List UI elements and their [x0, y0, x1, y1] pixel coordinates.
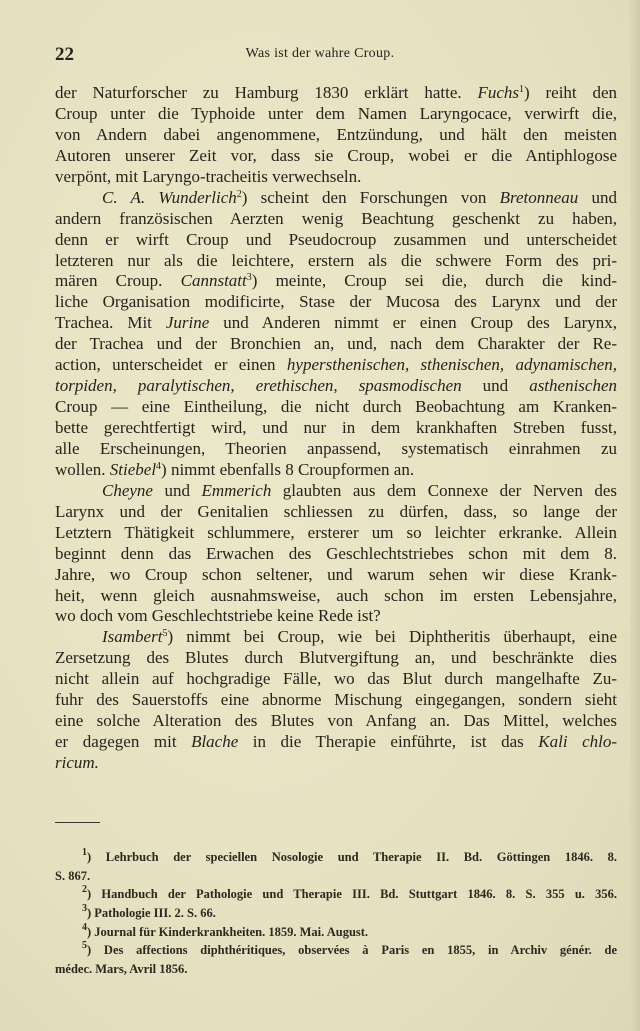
- footnote-marker: 2: [82, 884, 87, 896]
- footnote-marker: 3: [246, 272, 252, 284]
- text-line: [55, 481, 617, 502]
- footnote-line: [55, 867, 617, 886]
- text-run: médec. Mars, Avril 1856.: [55, 962, 188, 977]
- text-line: [55, 606, 617, 627]
- text-run: nicht allein auf hochgradige Fälle, wo das Blut durch mangelhafte Zu-: [55, 669, 617, 689]
- footnote-line: [55, 848, 617, 867]
- italic-text: Cannstatt: [180, 271, 247, 291]
- text-run: Zersetzung des Blutes durch Blutvergiftung an, und beschränkte dies: [55, 648, 617, 668]
- footnote-line: [55, 885, 617, 904]
- text-run: Larynx und der Genitalien schliessen zu dürfen, dass, so lange der: [55, 501, 617, 521]
- text-line: [55, 586, 617, 607]
- italic-text: ricum.: [55, 753, 99, 772]
- text-run: ) Des affections diphthéritiques, observées à Paris en 1855, in Archiv génér. de: [87, 943, 617, 958]
- footnote-line: [55, 904, 617, 923]
- page-number: 22: [55, 44, 74, 65]
- text-run: ) nimmt ebenfalls 8 Croupformen an.: [161, 459, 415, 479]
- text-line: [55, 544, 617, 565]
- text-run: der Trachea und der Bronchien an, und, nach dem Charakter der Re-: [55, 334, 617, 354]
- text-run: liche Organisation modificirte, Stase der Mucosa des Larynx und der: [55, 292, 617, 312]
- text-line: [55, 104, 617, 125]
- text-line: [55, 502, 617, 523]
- text-line: [55, 523, 617, 544]
- text-line: [55, 167, 617, 188]
- text-line: [55, 334, 617, 355]
- text-run: heit, wenn gleich ausnahmsweise, auch schon im ersten Lebensjahre,: [55, 585, 617, 605]
- text-run: mären Croup.: [55, 271, 181, 291]
- italic-text: Fuchs: [477, 83, 519, 102]
- text-line: [55, 251, 617, 272]
- italic-text: Blache: [191, 732, 239, 752]
- text-run: andern französischen Aerzten wenig Beachtung geschenkt zu haben,: [55, 208, 617, 228]
- text-line: [55, 376, 617, 397]
- text-run: eine solche Alteration des Blutes von Anfang an. Das Mittel, welches: [55, 711, 617, 731]
- footnote-marker: 2: [236, 188, 242, 200]
- italic-text: Jurine: [165, 313, 210, 333]
- text-run: und: [578, 187, 617, 207]
- text-line: [55, 271, 617, 292]
- footnote-line: [55, 960, 617, 979]
- text-run: ) reiht den: [524, 83, 618, 102]
- text-line: [55, 397, 617, 418]
- text-run: und: [461, 376, 530, 396]
- italic-text: Bretonneau: [499, 187, 579, 207]
- italic-text: Stiebel: [109, 459, 157, 479]
- text-run: der Naturforscher zu Hamburg 1830 erklärt hatte.: [55, 83, 478, 102]
- running-title: Was ist der wahre Croup.: [245, 46, 395, 61]
- italic-text: hypersthenischen, sthenischen, adynamischen,: [286, 355, 617, 375]
- text-run: Jahre, wo Croup schon seltener, und warum sehen wir diese Krank-: [55, 564, 617, 584]
- text-run: ) Journal für Kinderkrankheiten. 1859. Mai. August.: [87, 924, 369, 939]
- text-run: alle Erscheinungen, Theorien anpassend, systematisch einrahmen zu: [55, 438, 617, 458]
- text-line: [55, 83, 617, 104]
- text-run: bette gerechtfertigt wird, und nur in dem krankhaften Streben fusst,: [55, 418, 617, 437]
- footnote-marker: 1: [519, 84, 524, 95]
- text-line: [55, 627, 617, 648]
- italic-text: Emmerich: [201, 480, 272, 500]
- text-line: [55, 209, 617, 230]
- text-run: Letztern Thätigkeit schlummere, ersterer um so leichter erkranke. Allein: [55, 522, 617, 542]
- text-run: denn er wirft Croup und Pseudocroup zusammen und unterscheidet: [55, 229, 617, 249]
- text-run: wollen.: [55, 459, 110, 479]
- text-line: [55, 753, 617, 774]
- footnotes: [55, 848, 617, 979]
- italic-text: torpiden, paralytischen, erethischen, spasmodischen: [55, 376, 462, 396]
- text-run: Croup unter die Typhoide unter dem Namen Laryngocace, verwirft die,: [55, 103, 617, 123]
- text-run: und: [152, 480, 202, 500]
- text-line: [55, 648, 617, 669]
- text-line: [55, 355, 617, 376]
- text-line: [55, 292, 617, 313]
- text-line: [55, 711, 617, 732]
- footnote-line: [55, 923, 617, 942]
- footnote-marker: 4: [156, 460, 162, 472]
- text-run: action, unterscheidet er einen: [55, 355, 287, 375]
- footnote-line: [55, 941, 617, 960]
- italic-text: Cheyne: [102, 480, 153, 500]
- text-run: S. 867.: [55, 868, 91, 883]
- text-run: von Andern dabei angenommene, Entzündung, und hält den meisten: [55, 124, 617, 144]
- text-run: in die Therapie einführte, ist das: [238, 732, 539, 752]
- text-run: und Anderen nimmt er einen Croup des Larynx,: [209, 313, 617, 333]
- italic-text: Isambert: [102, 627, 163, 647]
- text-line: [55, 188, 617, 209]
- text-run: ) Handbuch der Pathologie und Therapie III. Bd. Stuttgart 1846. 8. S. 355 u. 356.: [87, 887, 617, 902]
- text-run: verpönt, mit Laryngo-tracheitis verwechseln.: [55, 166, 362, 186]
- text-line: [55, 146, 617, 167]
- footnote-marker: 5: [162, 628, 168, 640]
- text-line: [55, 690, 617, 711]
- footnote-marker: 3: [82, 903, 87, 915]
- text-run: ) meinte, Croup sei die, durch die kind-: [251, 271, 617, 291]
- body-text: [55, 83, 617, 774]
- text-line: [55, 418, 617, 439]
- italic-text: C. A. Wunderlich: [102, 187, 237, 207]
- text-line: [55, 669, 617, 690]
- footnote-divider: [55, 822, 100, 823]
- text-run: Trachea. Mit: [55, 313, 166, 333]
- text-line: [55, 565, 617, 586]
- footnote-marker: 4: [82, 921, 87, 933]
- text-run: ) nimmt bei Croup, wie bei Diphtheritis überhaupt, eine: [167, 627, 617, 647]
- text-run: ) scheint den Forschungen von: [241, 187, 500, 207]
- italic-text: Kali chlo-: [538, 732, 618, 752]
- footnote-marker: 5: [82, 940, 87, 952]
- text-line: [55, 460, 617, 481]
- text-run: glaubten aus dem Connexe der Nerven des: [271, 480, 617, 500]
- text-line: [55, 313, 617, 334]
- text-run: ) Pathologie III. 2. S. 66.: [87, 906, 216, 921]
- page-edge: [630, 0, 640, 1031]
- footnote-marker: 1: [82, 847, 87, 858]
- text-run: Autoren unserer Zeit vor, dass sie Croup, wobei er die Antiphlogose: [55, 145, 617, 165]
- text-run: letzteren nur als die leichtere, erstern als die schwere Form des pri-: [55, 250, 617, 270]
- text-run: fuhr des Sauerstoffs eine abnorme Mischung eingegangen, sondern sieht: [55, 690, 617, 710]
- text-line: [55, 732, 617, 753]
- text-run: beginnt denn das Erwachen des Geschlechtstriebes schon mit dem 8.: [55, 543, 617, 563]
- text-line: [55, 230, 617, 251]
- text-run: ) Lehrbuch der speciellen Nosologie und Therapie II. Bd. Göttingen 1846. 8.: [87, 850, 617, 864]
- text-run: Croup — eine Eintheilung, die nicht durch Beobachtung am Kranken-: [55, 397, 617, 417]
- italic-text: asthenischen: [529, 376, 618, 396]
- text-run: er dagegen mit: [55, 732, 192, 752]
- text-run: wo doch vom Geschlechtstriebe keine Rede ist?: [55, 606, 381, 626]
- text-line: [55, 439, 617, 460]
- text-line: [55, 125, 617, 146]
